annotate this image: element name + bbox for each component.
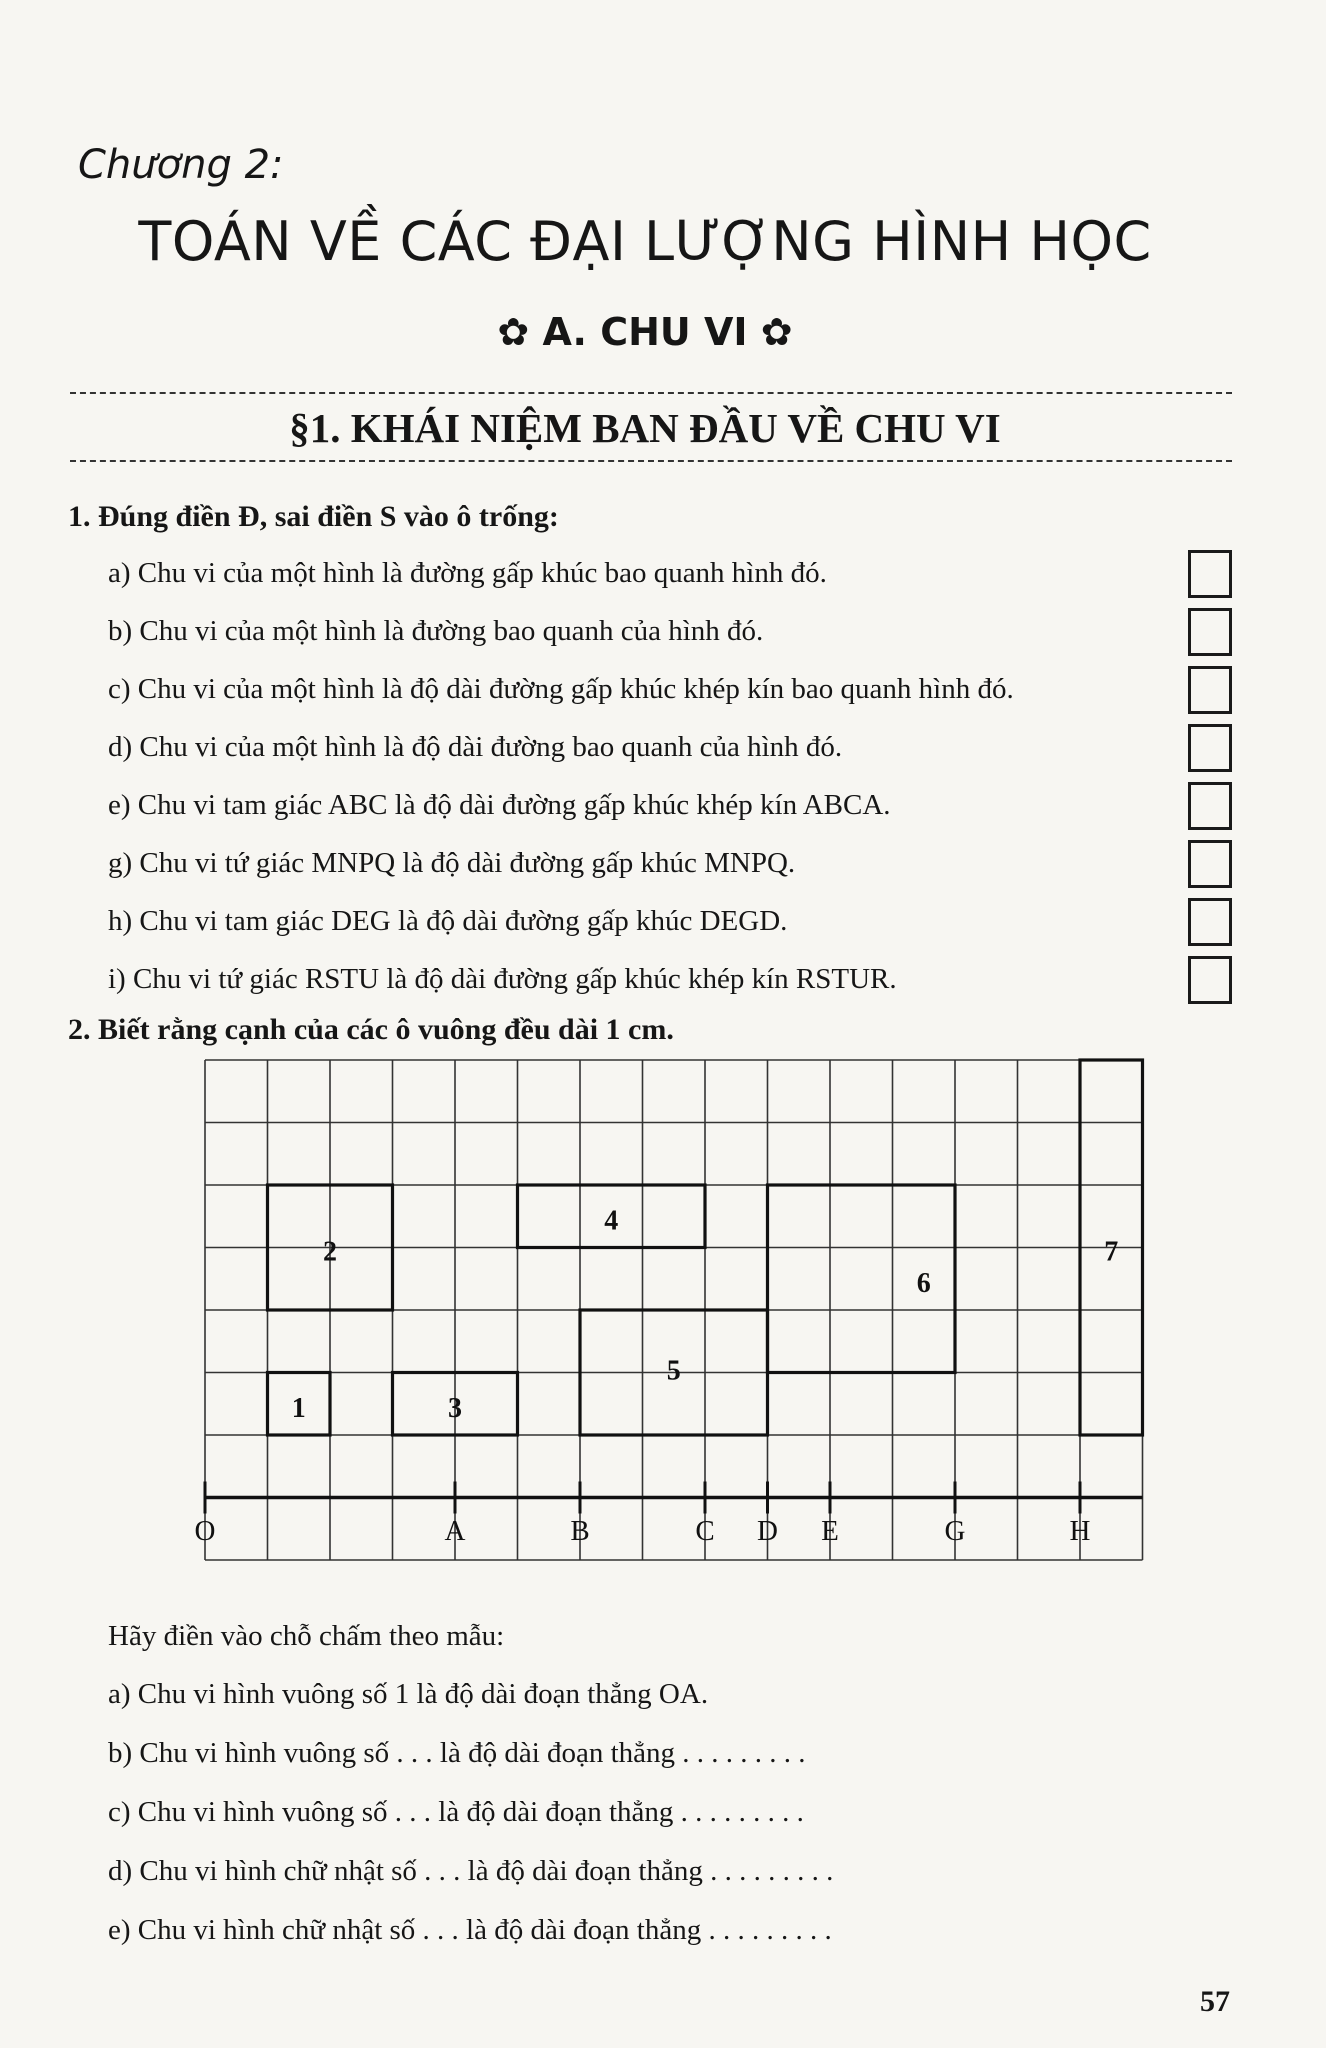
shape-label-2: 2 [323, 1236, 337, 1268]
statement-i: i) Chu vi tứ giác RSTU là độ dài đường gấp khúc khép kín RSTUR. [108, 963, 897, 995]
statement-c: c) Chu vi của một hình là độ dài đường gấp khúc khép kín bao quanh hình đó. [108, 673, 1014, 705]
point-label-b: B [570, 1514, 590, 1547]
shape-label-7: 7 [1104, 1236, 1119, 1268]
grid-svg [194, 1058, 1148, 1588]
answer-c: c) Chu vi hình vuông số . . . là độ dài đoạn thẳng . . . . . . . . . [108, 1796, 804, 1828]
point-label-c: C [695, 1514, 715, 1547]
statement-b: b) Chu vi của một hình là đường bao quanh của hình đó. [108, 615, 764, 647]
shape-label-3: 3 [448, 1392, 462, 1424]
statement-a: a) Chu vi của một hình là đường gấp khúc bao quanh hình đó. [108, 557, 827, 589]
answer-box-c[interactable] [1188, 666, 1232, 714]
answer-box-e[interactable] [1188, 782, 1232, 830]
answer-d: d) Chu vi hình chữ nhật số . . . là độ dài đoạn thẳng . . . . . . . . . [108, 1855, 834, 1887]
fill-instruction: Hãy điền vào chỗ chấm theo mẫu: [108, 1620, 505, 1652]
statement-g: g) Chu vi tứ giác MNPQ là độ dài đường gấp khúc MNPQ. [108, 847, 796, 879]
answer-box-g[interactable] [1188, 840, 1232, 888]
statement-d: d) Chu vi của một hình là độ dài đường bao quanh của hình đó. [108, 731, 843, 763]
point-label-h: H [1069, 1514, 1091, 1547]
answer-box-d[interactable] [1188, 724, 1232, 772]
page-number: 57 [1200, 1985, 1230, 2018]
divider-bottom [70, 460, 1232, 462]
section-heading: ✿ A. CHU VI ✿ [497, 310, 793, 354]
statement-e: e) Chu vi tam giác ABC là độ dài đường gấp khúc khép kín ABCA. [108, 789, 891, 821]
answer-box-i[interactable] [1188, 956, 1232, 1004]
chapter-label: Chương 2: [78, 142, 284, 188]
chapter-title: TOÁN VỀ CÁC ĐẠI LƯỢNG HÌNH HỌC [138, 210, 1152, 273]
point-label-e: E [821, 1514, 839, 1547]
answer-b: b) Chu vi hình vuông số . . . là độ dài đoạn thẳng . . . . . . . . . [108, 1737, 806, 1769]
answer-box-b[interactable] [1188, 608, 1232, 656]
divider-top [70, 392, 1232, 394]
subsection-heading: §1. KHÁI NIỆM BAN ĐẦU VỀ CHU VI [289, 405, 1001, 451]
answer-e: e) Chu vi hình chữ nhật số . . . là độ dài đoạn thẳng . . . . . . . . . [108, 1914, 832, 1946]
exercise-1-title: 1. Đúng điền Đ, sai điền S vào ô trống: [68, 500, 559, 533]
shape-label-6: 6 [916, 1267, 931, 1299]
exercise-2-title: 2. Biết rằng cạnh của các ô vuông đều dài 1 cm. [68, 1013, 674, 1046]
shape-label-5: 5 [666, 1355, 681, 1387]
answer-box-a[interactable] [1188, 550, 1232, 598]
answer-a: a) Chu vi hình vuông số 1 là độ dài đoạn thẳng OA. [108, 1678, 709, 1710]
point-label-d: D [757, 1514, 778, 1547]
shape-label-4: 4 [604, 1205, 619, 1237]
point-label-o: O [194, 1514, 216, 1547]
answer-box-h[interactable] [1188, 898, 1232, 946]
grid-figure [194, 1058, 1148, 1588]
point-label-g: G [944, 1514, 966, 1547]
point-label-a: A [444, 1514, 466, 1547]
shape-label-1: 1 [291, 1392, 306, 1424]
statement-h: h) Chu vi tam giác DEG là độ dài đường gấp khúc DEGD. [108, 905, 788, 937]
